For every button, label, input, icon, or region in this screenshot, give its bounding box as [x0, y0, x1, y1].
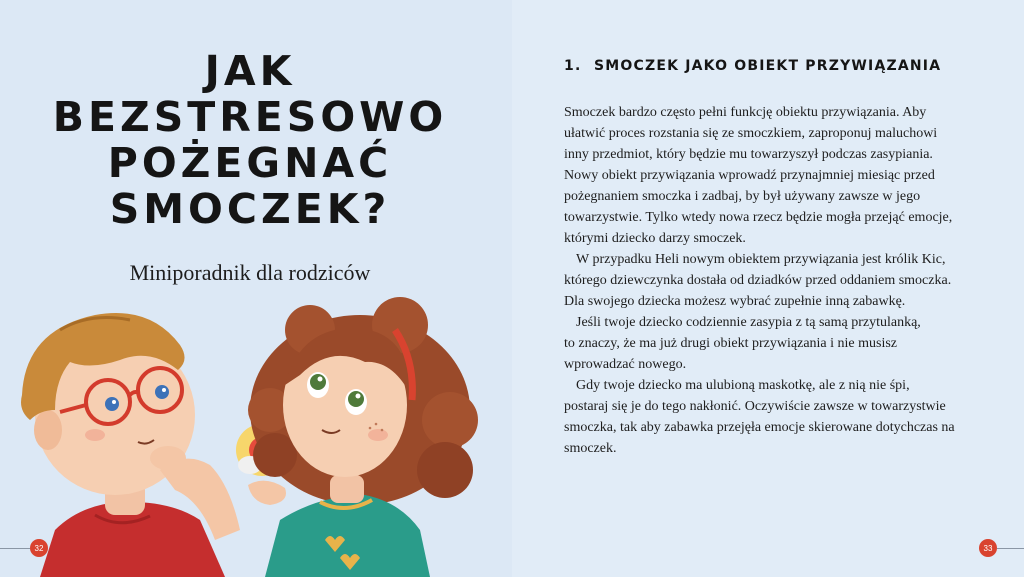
text-line: postaraj się je do tego nakłonić. Oczywiście zawsze w towarzystwie — [564, 399, 946, 414]
text-line: towarzystwie. Tylko wtedy nowa rzecz będzie mogła przejąć emocje, — [564, 210, 953, 225]
page-subtitle: Miniporadnik dla rodziców — [129, 260, 371, 285]
text-line: Nowy obiekt przywiązania wprowadź przynajmniej miesiąc przed — [564, 168, 935, 183]
text-line: Smoczek bardzo często pełni funkcję obiektu przywiązania. Aby — [564, 105, 927, 120]
text-line: którymi dziecko darzy smoczek. — [564, 231, 746, 246]
title-line: JAK — [204, 47, 296, 95]
section-number: 1. — [564, 58, 582, 74]
text-line: pożegnaniem smoczka i zadbaj, by był używany zawsze w jego — [564, 189, 921, 204]
page-footer-rule — [0, 548, 30, 549]
text-line: inny przedmiot, który będzie mu towarzyszył podczas zasypiania. — [564, 147, 933, 162]
text-line: smoczek. — [564, 441, 617, 456]
text-line: smoczka, tak aby zabawka przejęła emocje skierowane dotychczas na — [564, 420, 955, 435]
boy-figure — [21, 313, 240, 577]
children-illustration — [0, 290, 512, 577]
page-number-badge: 32 — [30, 539, 48, 557]
text-line: Dla swojego dziecka możesz wybrać zupełnie inną zabawkę. — [564, 294, 906, 309]
section-heading — [564, 58, 941, 74]
page-footer-rule — [997, 548, 1024, 549]
text-line: ułatwić proces rozstania się ze smoczkiem, zaproponuj maluchowi — [564, 126, 938, 141]
text-line: to znaczy, że ma już drugi obiekt przywiązania i nie musisz — [564, 336, 898, 351]
text-line: którego dziewczynka dostała od dziadków przed oddaniem smoczka. — [564, 273, 952, 288]
girl-figure — [248, 297, 478, 577]
text-line: wprowadzać nowego. — [564, 357, 687, 372]
title-line: POŻEGNAĆ — [107, 139, 393, 187]
text-line: Gdy twoje dziecko ma ulubioną maskotkę, ale z nią nie śpi, — [576, 378, 910, 393]
page-title — [50, 48, 450, 232]
title-line: SMOCZEK? — [109, 185, 391, 233]
text-line: W przypadku Heli nowym obiektem przywiązania jest królik Kic, — [576, 252, 946, 267]
body-text — [564, 102, 984, 459]
page-number-badge: 33 — [979, 539, 997, 557]
right-page — [512, 0, 1024, 577]
title-line: BEZSTRESOWO — [52, 93, 448, 141]
section-title: SMOCZEK JAKO OBIEKT PRZYWIĄZANIA — [594, 58, 942, 74]
text-line: Jeśli twoje dziecko codziennie zasypia z tą samą przytulanką, — [576, 315, 921, 330]
